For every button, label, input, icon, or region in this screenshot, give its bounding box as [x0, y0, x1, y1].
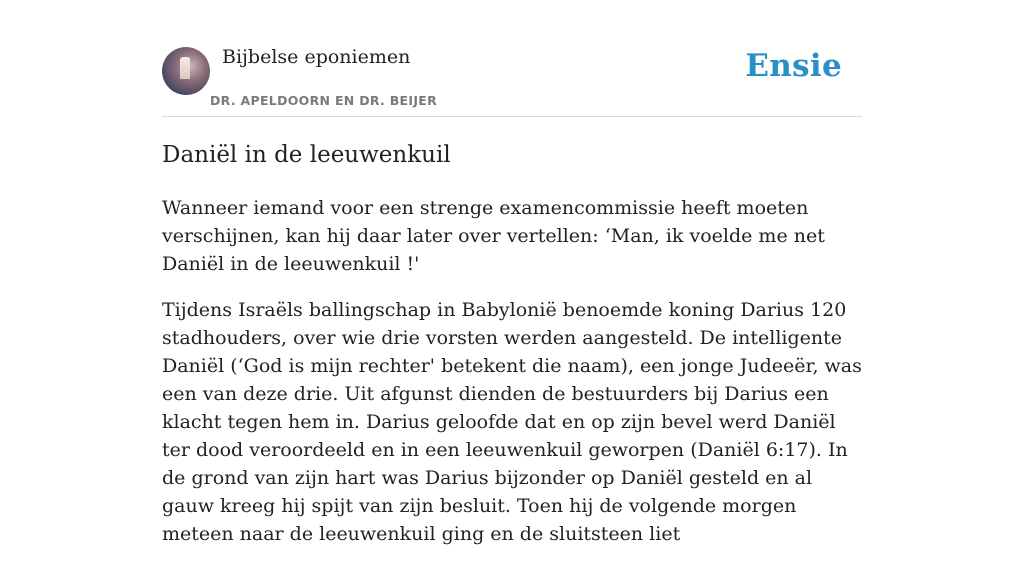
ensie-logo-link[interactable]: Ensie — [745, 48, 842, 84]
article-paragraph: Wanneer iemand voor een strenge examencommissie heeft moeten verschijnen, kan hij daar later over vertellen: ‘Man, ik voelde me net Daniël in de leeuwenkuil !' — [162, 197, 825, 275]
article-title: Daniël in de leeuwenkuil — [162, 142, 451, 168]
book-author: DR. APELDOORN EN DR. BEIJER — [210, 93, 438, 108]
page-header — [162, 40, 862, 117]
book-cover-image[interactable] — [162, 47, 193, 95]
cover-figure — [180, 57, 190, 79]
book-title[interactable]: Bijbelse eponiemen — [222, 46, 411, 68]
article — [162, 138, 862, 566]
article-paragraph: Tijdens Israëls ballingschap in Babylonië benoemde koning Darius 120 stadhouders, over wie drie vorsten werden aangesteld. De intelligente Daniël (‘God is mijn rechter' betekent die naam), een jonge Judeeër, was een van deze drie. Uit afgunst dienden de bestuurders bij Darius een klacht tegen hem in. Darius geloofde dat en op zijn bevel werd Daniël ter dood veroordeeld en in een leeuwenkuil geworpen (Daniël 6:17). In de grond van zijn hart was Darius bijzonder op Daniël gesteld en al gauw kreeg hij spijt van zijn besluit. Toen hij de volgende morgen meteen naar de leeuwenkuil ging en de sluitsteen liet — [162, 299, 862, 545]
